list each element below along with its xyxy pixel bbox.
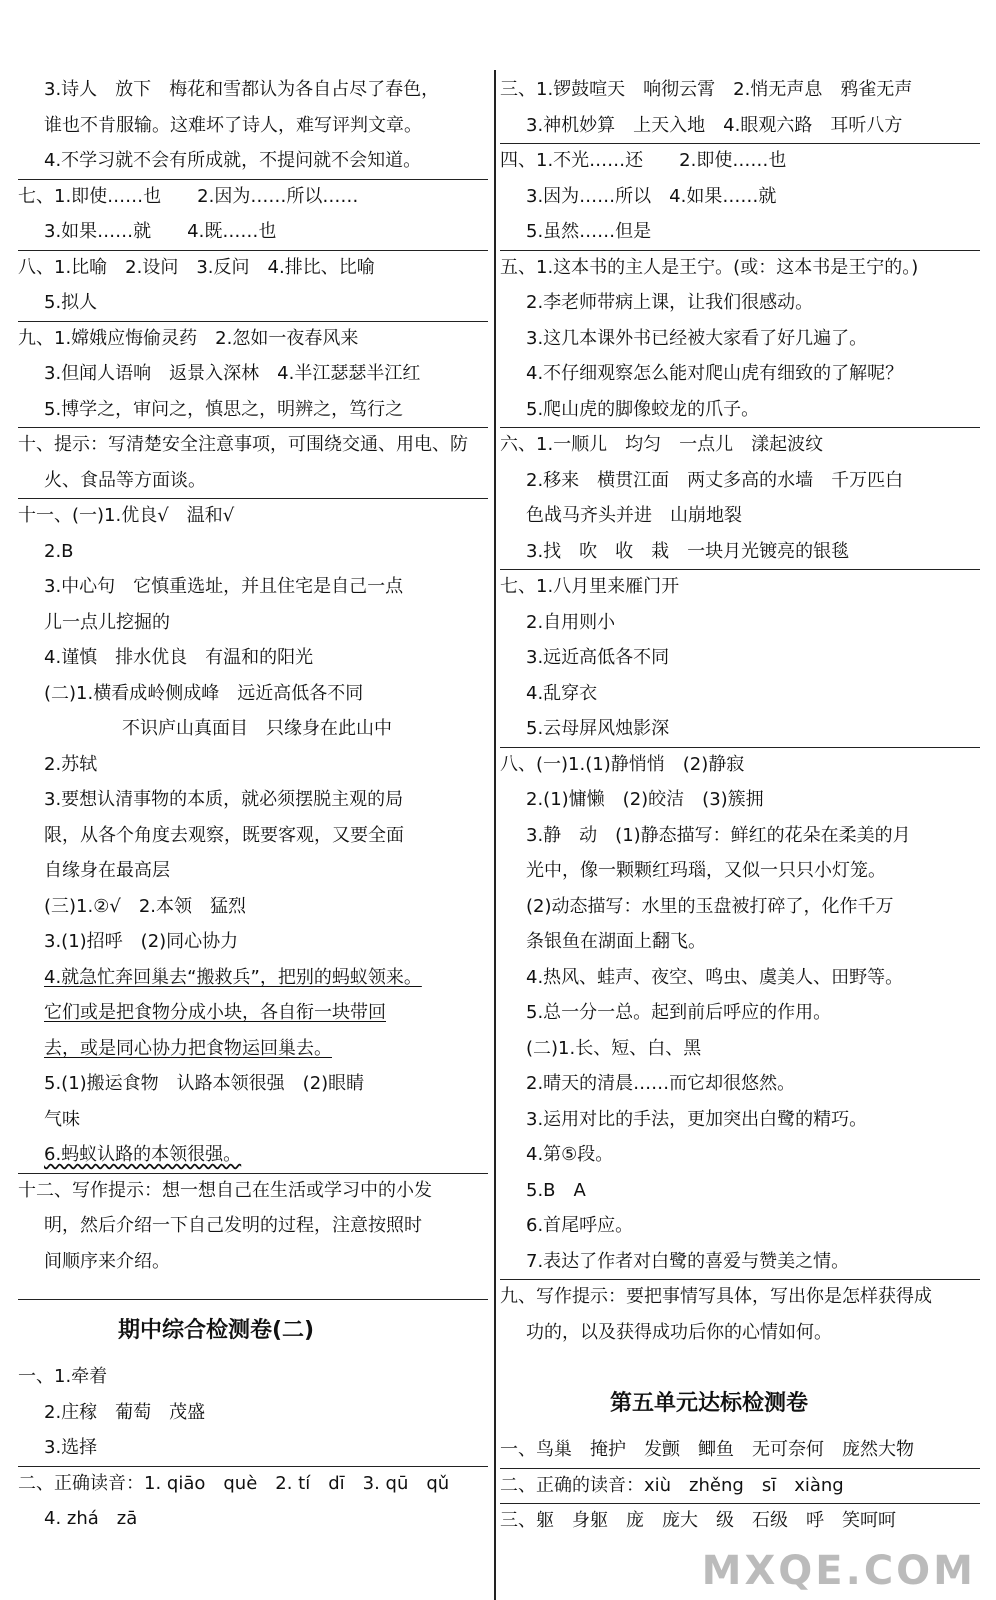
answer-line: 2.苏轼 bbox=[44, 753, 98, 775]
watermark: MXQE.COM bbox=[701, 1548, 976, 1594]
answer-line: 6.蚂蚁认路的本领很强。 bbox=[44, 1144, 242, 1165]
answer-line: 3.如果……就 4.既……也 bbox=[44, 221, 277, 242]
answer-line: 3.选择 bbox=[44, 1437, 98, 1458]
answer-line: 它们或是把食物分成小块，各自衔一块带回 bbox=[44, 1002, 386, 1023]
answer-line: 九、写作提示：要把事情写具体，写出你是怎样获得成 bbox=[500, 1286, 932, 1307]
section-rule bbox=[18, 427, 488, 428]
answer-line: 3.(1)招呼 (2)同心协力 bbox=[44, 931, 239, 952]
answer-line: 4.乱穿衣 bbox=[526, 682, 598, 704]
answer-line: 2.(1)慵懒 (2)皎洁 (3)簇拥 bbox=[526, 789, 764, 810]
answer-line: 谁也不肯服输。这难坏了诗人，难写评判文章。 bbox=[44, 114, 422, 136]
answer-line: 不识庐山真面目 只缘身在此山中 bbox=[122, 718, 392, 739]
answer-line: 3.诗人 放下 梅花和雪都认为各自占尽了春色， bbox=[44, 79, 440, 100]
answer-line: 3.这几本课外书已经被大家看了好几遍了。 bbox=[526, 327, 868, 349]
section-rule bbox=[500, 747, 980, 748]
column-divider bbox=[494, 70, 496, 1600]
answer-line: (二)1.长、短、白、黑 bbox=[526, 1037, 702, 1059]
answer-line: 6.首尾呼应。 bbox=[526, 1215, 634, 1236]
answer-line: 火、食品等方面谈。 bbox=[44, 469, 206, 491]
answer-line: 八、1.比喻 2.设问 3.反问 4.排比、比喻 bbox=[18, 256, 375, 278]
answer-line: 7.表达了作者对白鹭的喜爱与赞美之情。 bbox=[526, 1250, 850, 1272]
answer-line: 4.就急忙奔回巢去“搬救兵”，把别的蚂蚁领来。 bbox=[44, 966, 422, 988]
answer-line: 3.要想认清事物的本质，就必须摆脱主观的局 bbox=[44, 789, 404, 810]
section-rule bbox=[18, 1173, 488, 1174]
answer-line: 3.因为……所以 4.如果……就 bbox=[526, 185, 777, 207]
answer-line: 5.虽然……但是 bbox=[526, 221, 652, 242]
answer-line: 五、1.这本书的主人是王宁。(或：这本书是王宁的。) bbox=[500, 256, 919, 278]
answer-line: 5.博学之，审问之，慎思之，明辨之，笃行之 bbox=[44, 398, 404, 420]
answer-line: 3.运用对比的手法，更加突出白鹭的精巧。 bbox=[526, 1108, 868, 1130]
answer-line: 4.第⑤段。 bbox=[526, 1144, 614, 1165]
answer-line: 2.李老师带病上课，让我们很感动。 bbox=[526, 292, 814, 313]
answer-line: 二、正确读音：1. qiāo què 2. tí dī 3. qū qǔ bbox=[18, 1472, 450, 1494]
answer-line: 3.神机妙算 上天入地 4.眼观六路 耳听八方 bbox=[526, 114, 903, 136]
section-rule bbox=[18, 250, 488, 251]
answer-line: (三)1.②√ 2.本领 猛烈 bbox=[44, 895, 246, 917]
answer-line: 4.不学习就不会有所成就，不提问就不会知道。 bbox=[44, 150, 422, 171]
answer-line: 气味 bbox=[44, 1108, 80, 1130]
answer-line: 八、(一)1.(1)静悄悄 (2)静寂 bbox=[500, 753, 745, 775]
answer-line: 间顺序来介绍。 bbox=[44, 1250, 170, 1272]
section-heading: 第五单元达标检测卷 bbox=[610, 1391, 809, 1416]
answer-line: 色战马齐头并进 山崩地裂 bbox=[526, 505, 742, 526]
answer-line: 明，然后介绍一下自己发明的过程，注意按照时 bbox=[44, 1215, 422, 1236]
answer-line: (二)1.横看成岭侧成峰 远近高低各不同 bbox=[44, 682, 364, 704]
section-rule bbox=[18, 498, 488, 499]
answer-line: 自缘身在最高层 bbox=[44, 860, 170, 881]
section-rule bbox=[500, 143, 980, 144]
answer-line: 4.不仔细观察怎么能对爬山虎有细致的了解呢？ bbox=[526, 363, 904, 384]
answer-line: 六、1.一顺儿 均匀 一点儿 漾起波纹 bbox=[500, 434, 824, 455]
answer-line: 5.爬山虎的脚像蛟龙的爪子。 bbox=[526, 398, 760, 420]
answer-line: 2.B bbox=[44, 540, 74, 562]
answer-line: 去，或是同心协力把食物运回巢去。 bbox=[44, 1037, 332, 1059]
section-rule bbox=[18, 1299, 488, 1300]
section-rule bbox=[500, 1279, 980, 1280]
answer-line: 儿一点儿挖掘的 bbox=[44, 611, 170, 633]
answer-line: 5.总一分一总。起到前后呼应的作用。 bbox=[526, 1002, 832, 1023]
section-rule bbox=[500, 427, 980, 428]
answer-line: (2)动态描写：水里的玉盘被打碎了，化作千万 bbox=[526, 895, 894, 917]
answer-line: 3.静 动 (1)静态描写：鲜红的花朵在柔美的月 bbox=[526, 824, 911, 846]
answer-line: 十一、(一)1.优良√ 温和√ bbox=[18, 505, 235, 526]
answer-line: 2.自用则小 bbox=[526, 611, 616, 633]
section-rule bbox=[18, 321, 488, 322]
section-rule bbox=[500, 569, 980, 570]
answer-line: 2.晴天的清晨……而它却很悠然。 bbox=[526, 1073, 796, 1094]
answer-line: 九、1.嫦娥应悔偷灵药 2.忽如一夜春风来 bbox=[18, 327, 359, 349]
answer-line: 十二、写作提示：想一想自己在生活或学习中的小发 bbox=[18, 1179, 432, 1201]
answer-line: 三、1.锣鼓喧天 响彻云霄 2.悄无声息 鸦雀无声 bbox=[500, 79, 913, 100]
answer-line: 七、1.即使……也 2.因为……所以…… bbox=[18, 185, 359, 207]
answer-line: 4.热风、蛙声、夜空、鸣虫、虞美人、田野等。 bbox=[526, 966, 904, 988]
answer-line: 二、正确的读音：xiù zhěng sī xiàng bbox=[500, 1474, 844, 1496]
answer-line: 3.中心句 它慎重选址，并且住宅是自己一点 bbox=[44, 576, 404, 597]
answer-line: 三、躯 身躯 庞 庞大 级 石级 呼 笑呵呵 bbox=[500, 1510, 896, 1531]
answer-line: 四、1.不光……还 2.即使……也 bbox=[500, 150, 787, 171]
section-rule bbox=[500, 1503, 980, 1504]
answer-line: 条银鱼在湖面上翻飞。 bbox=[526, 931, 706, 952]
answer-line: 功的，以及获得成功后你的心情如何。 bbox=[526, 1321, 832, 1343]
answer-line: 3.远近高低各不同 bbox=[526, 647, 670, 668]
answer-line: 2.庄稼 葡萄 茂盛 bbox=[44, 1401, 206, 1423]
answer-line: 一、鸟巢 掩护 发颤 鲫鱼 无可奈何 庞然大物 bbox=[500, 1439, 914, 1460]
section-heading: 期中综合检测卷(二) bbox=[118, 1318, 315, 1343]
answer-line: 2.移来 横贯江面 两丈多高的水墙 千万匹白 bbox=[526, 469, 904, 491]
answer-line: 3.找 吹 收 栽 一块月光镀亮的银毯 bbox=[526, 540, 850, 562]
answer-line: 4.谨慎 排水优良 有温和的阳光 bbox=[44, 647, 314, 668]
answer-line: 七、1.八月里来雁门开 bbox=[500, 576, 680, 597]
answer-line: 4. zhá zā bbox=[44, 1508, 138, 1529]
section-rule bbox=[18, 1466, 488, 1467]
answer-line: 5.(1)搬运食物 认路本领很强 (2)眼睛 bbox=[44, 1073, 365, 1094]
answer-line: 光中，像一颗颗红玛瑙，又似一只只小灯笼。 bbox=[526, 860, 886, 881]
section-rule bbox=[500, 250, 980, 251]
section-rule bbox=[500, 1468, 980, 1469]
answer-line: 十、提示：写清楚安全注意事项，可围绕交通、用电、防 bbox=[18, 434, 468, 455]
answer-line: 一、1.牵着 bbox=[18, 1366, 108, 1387]
answer-line: 3.但闻人语响 返景入深林 4.半江瑟瑟半江红 bbox=[44, 363, 421, 384]
answer-line: 5.云母屏风烛影深 bbox=[526, 718, 670, 739]
section-rule bbox=[18, 179, 488, 180]
answer-line: 5.B A bbox=[526, 1179, 586, 1201]
answer-line: 5.拟人 bbox=[44, 292, 98, 313]
answer-line: 限，从各个角度去观察，既要客观，又要全面 bbox=[44, 824, 404, 846]
